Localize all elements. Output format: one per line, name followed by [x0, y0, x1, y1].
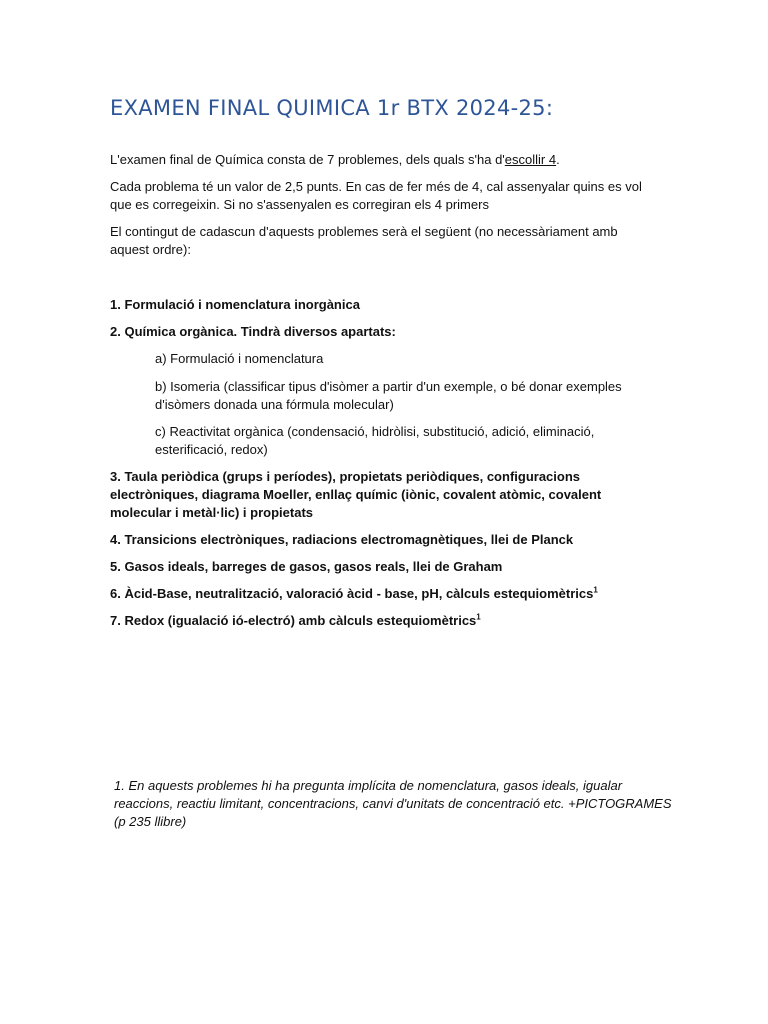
intro-period: .: [556, 152, 560, 167]
page-title: EXAMEN FINAL QUIMICA 1r BTX 2024-25:: [110, 96, 554, 120]
list-item-4: 4. Transicions electròniques, radiacions electromagnètiques, llei de Planck: [110, 532, 574, 547]
list-item-7: [110, 612, 660, 630]
list-item-1: 1. Formulació i nomenclatura inorgànica: [110, 297, 360, 312]
sub-item-a: a) Formulació i nomenclatura: [155, 351, 324, 366]
underlined-text: escollir 4: [504, 152, 557, 167]
list-item-6-text: 6. Àcid-Base, neutralització, valoració àcid - base, pH, càlculs estequiomètrics: [110, 586, 594, 601]
footnote-ref: 1: [593, 585, 598, 595]
sub-item-b: b) Isomeria (classificar tipus d'isòmer a partir d'un exemple, o bé donar exemples d'isòmers donada una fórmula molecular): [155, 379, 622, 412]
intro-paragraph-1: [110, 151, 660, 169]
footnote: 1. En aquests problemes hi ha pregunta implícita de nomenclatura, gasos ideals, igualar reaccions, reactiu limitant, concentracions, canvi d'unitats de concentració etc. +PICTOGRAMES (p 235 llibre): [114, 778, 672, 829]
list-item-3: 3. Taula periòdica (grups i períodes), propietats periòdiques, configuracions electròniques, diagrama Moeller, enllaç químic (iònic, covalent atòmic, covalent molecular i metàl·lic) i propietats: [110, 469, 602, 520]
intro-text: L'examen final de Química consta de 7 problemes, dels quals s'ha d': [110, 152, 505, 167]
list-item-2: 2. Química orgànica. Tindrà diversos apartats:: [110, 324, 396, 339]
list-item-6: [110, 585, 660, 603]
footnote-ref: 1: [476, 612, 481, 622]
intro-paragraph-3: El contingut de cadascun d'aquests problemes serà el següent (no necessàriament amb aquest ordre):: [110, 224, 618, 257]
intro-paragraph-2: Cada problema té un valor de 2,5 punts. En cas de fer més de 4, cal assenyalar quins es vol que es corregeixin. Si no s'assenyalen es corregiran els 4 primers: [110, 179, 642, 212]
sub-item-c: c) Reactivitat orgànica (condensació, hidròlisi, substitució, adició, eliminació, esterificació, redox): [155, 424, 595, 457]
list-item-5: 5. Gasos ideals, barreges de gasos, gasos reals, llei de Graham: [110, 559, 503, 574]
list-item-7-text: 7. Redox (igualació ió-electró) amb càlculs estequiomètrics: [110, 613, 477, 628]
